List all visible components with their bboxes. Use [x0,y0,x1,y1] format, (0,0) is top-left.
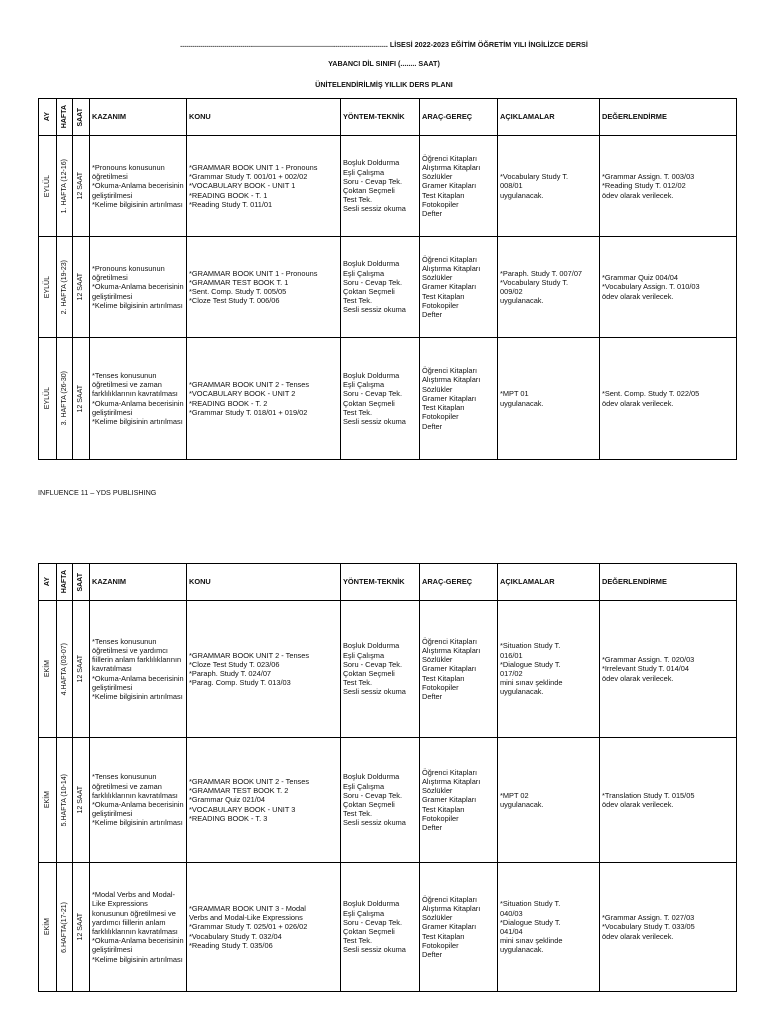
konu-cell-line: *Vocabulary Study T. 032/04 [189,931,282,941]
yontem-cell-line: Çoktan Seçmeli [343,398,395,408]
aciklama-cell [498,237,600,338]
aciklama-cell-line: *MPT 02 [500,790,529,800]
week-cell: 2. HAFTA (19-23) [57,237,73,338]
degerlendirme-cell-line: *Grammar Assign. T. 027/03 [602,913,695,923]
week-cell: 5.HAFTA (10-14) [57,738,73,863]
arac-cell-line: Test Kitapları [422,931,465,941]
konu-cell-line: *GRAMMAR BOOK UNIT 2 - Tenses [189,380,310,390]
arac-cell-line: Fotokopiler [422,813,459,823]
arac-cell-line: Sözlükler [422,273,453,283]
kazanim-cell [90,136,187,237]
kazanim-cell-line: *Kelime bilgisinin artırılması [92,818,183,828]
arac-cell-line: Fotokopiler [422,199,459,209]
degerlendirme-cell-line: ödev olarak verilecek. [602,800,674,809]
yontem-cell-line: Sesli sessiz okuma [343,687,406,697]
kazanim-cell-line: *Okuma-Anlama becerisinin geliştirilmesi [92,936,184,955]
aciklama-cell-line: 040/03 [500,908,523,918]
arac-cell-line: Alıştırma Kitapları [422,903,481,913]
hours-cell: 12 SAAT [73,237,90,338]
yontem-cell-line: Sesli sessiz okuma [343,945,406,955]
arac-cell-line: Defter [422,950,443,959]
arac-cell-line: Gramer Kitapları [422,181,477,191]
konu-cell-line: *Reading Study T. 035/06 [189,940,273,950]
yontem-cell-line: Eşli Çalışma [343,167,385,177]
degerlendirme-cell-line: *Sent. Comp. Study T. 022/05 [602,389,700,399]
konu-cell-line: *Grammar Study T. 018/01 + 019/02 [189,407,308,417]
konu-cell-line: *READING BOOK - T. 2 [189,398,268,408]
table-row [39,863,737,992]
aciklama-cell-line: uygulanacak. [500,398,544,408]
col-header-hafta: HAFTA [57,564,73,601]
yontem-cell-line: Sesli sessiz okuma [343,204,406,214]
kazanim-cell-line: *Pronouns konusunun öğretilmesi [92,263,165,283]
kazanim-cell-line: *Modal Verbs and Modal-Like Expressions konusunun öğretilmesi ve yardımcı fiillerin anlam farklılıklarının kavratılması [92,890,178,936]
hours-cell: 12 SAAT [73,136,90,237]
kazanim-cell-line: *Kelime bilgisinin artırılması [92,416,183,426]
yontem-cell-line: Test Tek. [343,809,373,819]
aciklama-cell-line: *Dialogue Study T. [500,659,561,669]
yontem-cell-line: Çoktan Seçmeli [343,669,395,678]
degerlendirme-cell [600,338,737,460]
kazanim-cell-line: *Kelime bilgisinin artırılması [92,199,183,209]
week-cell: 6.HAFTA(17-21) [57,863,73,992]
yontem-cell-line: Eşli Çalışma [343,908,385,918]
yontem-cell-line: Sesli sessiz okuma [343,305,406,315]
plan-table-2 [38,563,737,992]
arac-cell-line: Test Kitapları [422,190,465,200]
aciklama-cell-line: mini sınav şeklinde [500,678,563,688]
col-header-ay: AY [39,564,57,601]
kazanim-cell-line: *Tenses konusunun öğretilmesi ve zaman farklılıklarının kavratılması [92,772,178,800]
konu-cell-line: *READING BOOK - T. 3 [189,813,268,823]
month-cell: EKİM [39,863,57,992]
degerlendirme-cell-line: ödev olarak verilecek. [602,398,674,408]
arac-cell-line: Test Kitapları [422,804,465,814]
arac-cell-line: Sözlükler [422,655,453,665]
col-header-degerlendirme: DEĞERLENDİRME [600,99,737,136]
kazanim-cell [90,338,187,460]
aciklama-cell-line: 009/02 [500,287,523,296]
yontem-cell-line: Eşli Çalışma [343,781,385,791]
yontem-cell-line: Boşluk Doldurma [343,899,400,909]
konu-cell [187,237,341,338]
kazanim-cell [90,237,187,338]
konu-cell-line: *GRAMMAR BOOK UNIT 2 - Tenses [189,776,310,786]
yontem-cell-line: Boşluk Doldurma [343,772,400,782]
arac-cell-line: Alıştırma Kitapları [422,263,481,273]
arac-cell-line: Test Kitapları [422,673,465,683]
hours-cell: 12 SAAT [73,338,90,460]
yontem-cell [341,601,420,738]
arac-cell-line: Test Kitapları [422,291,465,301]
month-cell: EYLÜL [39,338,57,460]
konu-cell-line: *GRAMMAR BOOK UNIT 3 - Modal [189,903,306,913]
arac-cell-line: Defter [422,692,443,701]
arac-cell-line: Alıştırma Kitapları [422,776,481,786]
table-row [39,601,737,738]
aciklama-cell-line: *Situation Study T. [500,641,561,651]
aciklama-cell-line: uygulanacak. [500,687,544,697]
degerlendirme-cell-line: *Vocabulary Assign. T. 010/03 [602,282,700,292]
konu-cell-line: *VOCABULARY BOOK - UNIT 1 [189,181,296,191]
aciklama-cell-line: *Vocabulary Study T. [500,172,569,182]
arac-cell-line: Sözlükler [422,786,453,796]
arac-cell-line: Fotokopiler [422,940,459,950]
table-row [39,738,737,863]
degerlendirme-cell-line: ödev olarak verilecek. [602,190,674,200]
month-cell: EKİM [39,738,57,863]
yontem-cell-line: Test Tek. [343,678,373,688]
yontem-cell-line: Soru - Cevap Tek. [343,917,403,927]
yontem-cell-line: Soru - Cevap Tek. [343,659,403,669]
arac-cell-line: Defter [422,209,443,218]
arac-cell [420,738,498,863]
konu-cell-line: *GRAMMAR BOOK UNIT 1 - Pronouns [189,162,318,172]
konu-cell [187,863,341,992]
yontem-cell-line: Çoktan Seçmeli [343,287,395,296]
degerlendirme-cell-line: ödev olarak verilecek. [602,291,674,301]
degerlendirme-cell [600,237,737,338]
arac-cell-line: Sözlükler [422,384,453,394]
arac-cell-line: Öğrenci Kitapları [422,254,478,264]
aciklama-cell-line: mini sınav şeklinde [500,936,563,946]
konu-cell-line: *GRAMMAR TEST BOOK T. 1 [189,277,289,287]
konu-cell-line: *Reading Study T. 011/01 [189,199,273,209]
yontem-cell-line: Soru - Cevap Tek. [343,389,403,399]
degerlendirme-cell [600,863,737,992]
degerlendirme-cell-line: *Grammar Quiz 004/04 [602,273,678,283]
aciklama-cell-line: *MPT 01 [500,389,529,399]
month-cell: EKİM [39,601,57,738]
aciklama-cell-line: uygulanacak. [500,190,544,200]
table-row [39,237,737,338]
arac-cell [420,338,498,460]
col-header-aciklama: AÇIKLAMALAR [498,99,600,136]
kazanim-cell-line: *Okuma-Anlama becerisinin geliştirilmesi [92,800,184,819]
yontem-cell-line: Soru - Cevap Tek. [343,790,403,800]
kazanim-cell [90,863,187,992]
col-header-hafta: HAFTA [57,99,73,136]
col-header-saat: SAAT [73,99,90,136]
publisher-footer: INFLUENCE 11 – YDS PUBLISHING [38,488,157,497]
degerlendirme-cell-line: *Irrelevant Study T. 014/04 [602,664,689,674]
aciklama-cell [498,863,600,992]
arac-cell-line: Alıştırma Kitapları [422,645,481,655]
col-header-konu: KONU [187,99,341,136]
konu-cell [187,136,341,237]
arac-cell-line: Alıştırma Kitapları [422,375,481,385]
degerlendirme-cell-line: *Translation Study T. 015/05 [602,790,695,800]
konu-cell [187,338,341,460]
yontem-cell-line: Test Tek. [343,296,373,306]
aciklama-cell [498,601,600,738]
aciklama-cell [498,338,600,460]
kazanim-cell-line: *Kelime bilgisinin artırılması [92,954,183,964]
arac-cell-line: Defter [422,310,443,319]
arac-cell [420,863,498,992]
arac-cell-line: Gramer Kitapları [422,664,477,674]
konu-cell [187,738,341,863]
arac-cell-line: Öğrenci Kitapları [422,153,478,163]
kazanim-cell-line: *Tenses konusunun öğretilmesi ve zaman farklılıklarının kavratılması [92,370,178,399]
arac-cell-line: Test Kitapları [422,403,465,413]
arac-cell-line: Sözlükler [422,172,453,182]
aciklama-cell-line: 017/02 [500,669,523,678]
table-row [39,136,737,237]
aciklama-cell-line: *Paraph. Study T. 007/07 [500,268,583,278]
yontem-cell-line: Sesli sessiz okuma [343,416,406,426]
aciklama-cell-line: *Dialogue Study T. [500,917,561,927]
konu-cell-line: *GRAMMAR BOOK UNIT 2 - Tenses [189,650,310,660]
degerlendirme-cell [600,601,737,738]
degerlendirme-cell [600,738,737,863]
arac-cell [420,237,498,338]
konu-cell-line: *Sent. Comp. Study T. 005/05 [189,287,287,296]
yontem-cell-line: Boşluk Doldurma [343,641,400,651]
hours-cell: 12 SAAT [73,863,90,992]
month-cell: EYLÜL [39,136,57,237]
aciklama-cell-line: uygulanacak. [500,945,544,955]
yontem-cell-line: Test Tek. [343,195,373,205]
aciklama-cell [498,738,600,863]
yontem-cell-line: Test Tek. [343,407,373,417]
degerlendirme-cell-line: *Grammar Assign. T. 020/03 [602,655,695,665]
konu-cell-line: *GRAMMAR BOOK UNIT 1 - Pronouns [189,268,318,278]
document-title-line2: YABANCI DİL SINIFI (........ SAAT) [328,59,440,68]
yontem-cell-line: Test Tek. [343,936,373,946]
konu-cell-line: *Grammar Study T. 001/01 + 002/02 [189,172,308,182]
arac-cell [420,136,498,237]
degerlendirme-cell [600,136,737,237]
kazanim-cell [90,601,187,738]
col-header-yontem: YÖNTEM-TEKNİK [341,564,420,601]
arac-cell-line: Öğrenci Kitapları [422,636,478,646]
arac-cell-line: Sözlükler [422,913,453,923]
hours-cell: 12 SAAT [73,601,90,738]
kazanim-cell-line: *Kelime bilgisinin artırılması [92,692,183,701]
document-title-line3: ÜNİTELENDİRİLMİŞ YILLIK DERS PLANI [315,80,453,89]
arac-cell-line: Gramer Kitapları [422,393,477,403]
konu-cell-line: *GRAMMAR TEST BOOK T. 2 [189,786,289,796]
yontem-cell [341,136,420,237]
aciklama-cell-line: 041/04 [500,927,523,936]
arac-cell-line: Alıştırma Kitapları [422,162,481,172]
col-header-arac: ARAÇ-GEREÇ [420,564,498,601]
aciklama-cell-line: *Situation Study T. [500,899,561,909]
col-header-degerlendirme: DEĞERLENDİRME [600,564,737,601]
degerlendirme-cell-line: *Reading Study T. 012/02 [602,181,686,191]
konu-cell-line: *Cloze Test Study T. 006/06 [189,296,280,306]
month-cell: EYLÜL [39,237,57,338]
konu-cell-line: *Paraph. Study T. 024/07 [189,669,272,678]
week-cell: 4.HAFTA (03-07) [57,601,73,738]
arac-cell-line: Defter [422,421,443,431]
yontem-cell-line: Eşli Çalışma [343,380,385,390]
degerlendirme-cell-line: *Vocabulary Study T. 033/05 [602,922,695,932]
col-header-konu: KONU [187,564,341,601]
col-header-arac: ARAÇ-GEREÇ [420,99,498,136]
week-cell: 1. HAFTA (12-16) [57,136,73,237]
arac-cell-line: Fotokopiler [422,300,459,310]
konu-cell-line: *Grammar Quiz 021/04 [189,795,265,805]
yontem-cell [341,738,420,863]
degerlendirme-cell-line: ödev olarak verilecek. [602,673,674,683]
hours-cell: 12 SAAT [73,738,90,863]
col-header-aciklama: AÇIKLAMALAR [498,564,600,601]
arac-cell-line: Gramer Kitapları [422,282,477,292]
kazanim-cell-line: *Okuma-Anlama becerisinin geliştirilmesi [92,282,184,301]
arac-cell-line: Fotokopiler [422,682,459,692]
col-header-kazanim: KAZANIM [90,99,187,136]
yontem-cell-line: Çoktan Seçmeli [343,186,395,195]
week-cell: 3. HAFTA (26-30) [57,338,73,460]
document-title-line1: ........................................................................................................ LİSESİ 2022-2023 EĞİTİM ÖĞRETİM YILI İNGİLİZCE DERSİ [180,40,588,49]
kazanim-cell-line: *Okuma-Anlama becerisinin geliştirilmesi [92,398,184,417]
yontem-cell [341,338,420,460]
aciklama-cell-line: *Vocabulary Study T. [500,277,569,287]
arac-cell-line: Fotokopiler [422,412,459,422]
kazanim-cell-line: *Okuma-Anlama becerisinin geliştirilmesi [92,673,184,692]
konu-cell-line: *READING BOOK - T. 1 [189,190,268,200]
arac-cell-line: Gramer Kitapları [422,795,477,805]
aciklama-cell-line: 008/01 [500,181,523,191]
yontem-cell-line: Eşli Çalışma [343,650,385,660]
kazanim-cell [90,738,187,863]
degerlendirme-cell-line: ödev olarak verilecek. [602,931,674,941]
yontem-cell [341,237,420,338]
yontem-cell-line: Çoktan Seçmeli [343,927,395,936]
yontem-cell-line: Boşluk Doldurma [343,158,400,168]
yontem-cell-line: Çoktan Seçmeli [343,800,395,809]
konu-cell-line: *Grammar Study T. 025/01 + 026/02 [189,922,308,932]
yontem-cell-line: Sesli sessiz okuma [343,818,406,828]
konu-cell-line: *VOCABULARY BOOK - UNIT 3 [189,804,296,814]
arac-cell-line: Öğrenci Kitapları [422,767,478,777]
kazanim-cell-line: *Kelime bilgisinin artırılması [92,300,183,310]
aciklama-cell-line: uygulanacak. [500,296,544,306]
yontem-cell-line: Boşluk Doldurma [343,259,400,269]
degerlendirme-cell-line: *Grammar Assign. T. 003/03 [602,172,695,182]
arac-cell-line: Öğrenci Kitapları [422,894,478,904]
arac-cell [420,601,498,738]
aciklama-cell-line: 016/01 [500,650,523,660]
col-header-saat: SAAT [73,564,90,601]
arac-cell-line: Öğrenci Kitapları [422,366,478,376]
table-row [39,338,737,460]
konu-cell [187,601,341,738]
kazanim-cell-line: *Pronouns konusunun öğretilmesi [92,162,165,182]
konu-cell-line: *VOCABULARY BOOK - UNIT 2 [189,389,296,399]
arac-cell-line: Defter [422,823,443,832]
yontem-cell-line: Eşli Çalışma [343,268,385,278]
aciklama-cell [498,136,600,237]
kazanim-cell-line: *Tenses konusunun öğretilmesi ve yardımcı fiillerin anlam farklılıklarının kavratılması [92,636,182,674]
plan-table-1 [38,98,737,460]
yontem-cell-line: Boşluk Doldurma [343,370,400,380]
kazanim-cell-line: *Okuma-Anlama becerisinin geliştirilmesi [92,181,184,200]
aciklama-cell-line: uygulanacak. [500,800,544,809]
arac-cell-line: Gramer Kitapları [422,922,477,932]
yontem-cell-line: Soru - Cevap Tek. [343,277,403,287]
konu-cell-line: Verbs and Modal-Like Expressions [189,913,303,923]
col-header-ay: AY [39,99,57,136]
yontem-cell [341,863,420,992]
konu-cell-line: *Cloze Test Study T. 023/06 [189,659,280,669]
konu-cell-line: *Parag. Comp. Study T. 013/03 [189,678,291,688]
col-header-yontem: YÖNTEM-TEKNİK [341,99,420,136]
col-header-kazanim: KAZANIM [90,564,187,601]
yontem-cell-line: Soru - Cevap Tek. [343,176,403,186]
